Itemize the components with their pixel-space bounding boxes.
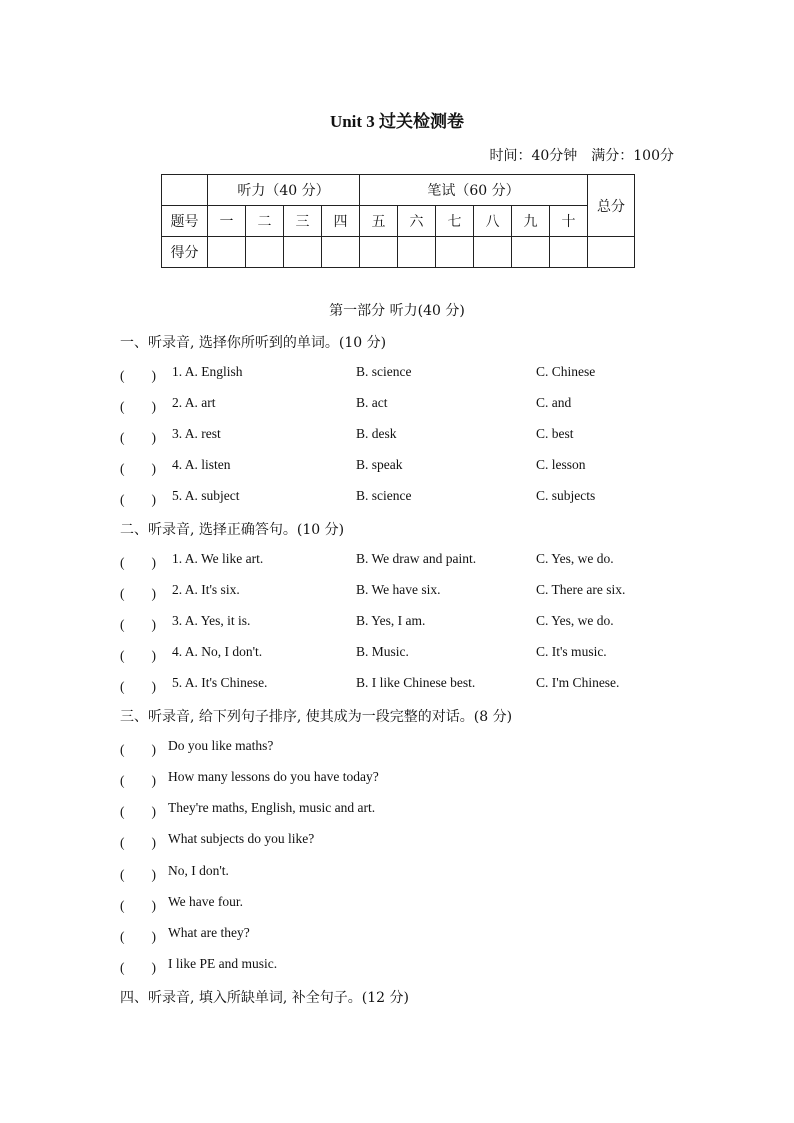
option-b: B. act <box>356 395 388 410</box>
page-title: Unit 3 过关检测卷 <box>329 112 465 131</box>
option-a: 2. A. It's six. <box>172 582 240 597</box>
listening-header: 听力（40 分） <box>208 175 360 206</box>
num-cell: 八 <box>474 206 512 237</box>
option-c: C. Yes, we do. <box>536 551 614 566</box>
option-c: C. lesson <box>536 457 586 472</box>
total-score-cell[interactable] <box>588 237 635 268</box>
answer-blank[interactable]: ( ) <box>120 492 156 507</box>
part4-heading: 四、听录音, 填入所缺单词, 补全句子。(12 分) <box>120 990 409 1006</box>
option-a: 4. A. listen <box>172 457 231 472</box>
order-blank[interactable]: ( ) <box>120 867 156 882</box>
score-input-cell[interactable] <box>550 237 588 268</box>
answer-blank[interactable]: ( ) <box>120 617 156 632</box>
score-input-cell[interactable] <box>246 237 284 268</box>
order-blank[interactable]: ( ) <box>120 929 156 944</box>
option-c: C. Chinese <box>536 364 596 379</box>
sentence-row <box>120 831 680 851</box>
sentence-text: We have four. <box>168 894 244 909</box>
score-input-cell[interactable] <box>474 237 512 268</box>
score-table <box>161 174 635 268</box>
sentence-text: How many lessons do you have today? <box>168 769 379 784</box>
order-blank[interactable]: ( ) <box>120 960 156 975</box>
option-c: C. I'm Chinese. <box>536 675 620 690</box>
part3-heading: 三、听录音, 给下列句子排序, 使其成为一段完整的对话。(8 分) <box>120 709 513 725</box>
time-info: 时间：40分钟 满分：100分 <box>489 148 674 164</box>
question-row <box>120 551 680 571</box>
sentence-row <box>120 769 680 789</box>
question-row <box>120 582 680 602</box>
option-a: 3. A. Yes, it is. <box>172 613 251 628</box>
part1-heading: 一、听录音, 选择你所听到的单词。(10 分) <box>120 335 387 351</box>
sentence-text: I like PE and music. <box>168 956 278 971</box>
part2-heading: 二、听录音, 选择正确答句。(10 分) <box>120 522 345 538</box>
option-c: C. There are six. <box>536 582 626 597</box>
sentence-text: Do you like maths? <box>168 738 274 753</box>
num-cell: 七 <box>436 206 474 237</box>
question-row <box>120 457 680 477</box>
option-a: 2. A. art <box>172 395 216 410</box>
option-b: B. speak <box>356 457 403 472</box>
option-a: 4. A. No, I don't. <box>172 644 263 659</box>
option-c: C. subjects <box>536 488 596 503</box>
option-a: 1. A. We like art. <box>172 551 264 566</box>
sentence-row <box>120 863 680 883</box>
score-input-cell[interactable] <box>360 237 398 268</box>
score-input-cell[interactable] <box>436 237 474 268</box>
row-label-score: 得分 <box>162 237 208 268</box>
num-cell: 一 <box>208 206 246 237</box>
answer-blank[interactable]: ( ) <box>120 461 156 476</box>
question-row <box>120 488 680 508</box>
num-cell: 四 <box>322 206 360 237</box>
answer-blank[interactable]: ( ) <box>120 679 156 694</box>
score-input-cell[interactable] <box>398 237 436 268</box>
question-row <box>120 613 680 633</box>
option-c: C. best <box>536 426 574 441</box>
option-b: B. science <box>356 488 412 503</box>
num-cell: 六 <box>398 206 436 237</box>
sentence-row <box>120 925 680 945</box>
sentence-text: No, I don't. <box>168 863 229 878</box>
option-b: B. We draw and paint. <box>356 551 477 566</box>
sentence-text: What are they? <box>168 925 250 940</box>
num-cell: 三 <box>284 206 322 237</box>
answer-blank[interactable]: ( ) <box>120 430 156 445</box>
row-label-num: 题号 <box>162 206 208 237</box>
order-blank[interactable]: ( ) <box>120 898 156 913</box>
score-input-cell[interactable] <box>322 237 360 268</box>
answer-blank[interactable]: ( ) <box>120 399 156 414</box>
option-a: 5. A. subject <box>172 488 240 503</box>
score-input-cell[interactable] <box>512 237 550 268</box>
option-c: C. and <box>536 395 572 410</box>
num-cell: 九 <box>512 206 550 237</box>
option-b: B. science <box>356 364 412 379</box>
option-c: C. Yes, we do. <box>536 613 614 628</box>
question-row <box>120 426 680 446</box>
question-row <box>120 364 680 384</box>
sentence-row <box>120 738 680 758</box>
option-b: B. desk <box>356 426 397 441</box>
order-blank[interactable]: ( ) <box>120 742 156 757</box>
sentence-row <box>120 800 680 820</box>
num-cell: 十 <box>550 206 588 237</box>
option-a: 3. A. rest <box>172 426 221 441</box>
order-blank[interactable]: ( ) <box>120 835 156 850</box>
option-b: B. Yes, I am. <box>356 613 426 628</box>
sentence-text: What subjects do you like? <box>168 831 315 846</box>
question-row <box>120 675 680 695</box>
num-cell: 五 <box>360 206 398 237</box>
option-a: 5. A. It's Chinese. <box>172 675 268 690</box>
score-table-corner <box>162 175 208 206</box>
option-c: C. It's music. <box>536 644 607 659</box>
score-input-cell[interactable] <box>284 237 322 268</box>
option-b: B. We have six. <box>356 582 441 597</box>
section-title: 第一部分 听力(40 分) <box>329 303 465 319</box>
written-header: 笔试（60 分） <box>360 175 588 206</box>
answer-blank[interactable]: ( ) <box>120 648 156 663</box>
score-input-cell[interactable] <box>208 237 246 268</box>
question-row <box>120 644 680 664</box>
answer-blank[interactable]: ( ) <box>120 555 156 570</box>
option-b: B. I like Chinese best. <box>356 675 476 690</box>
answer-blank[interactable]: ( ) <box>120 368 156 383</box>
question-row <box>120 395 680 415</box>
option-a: 1. A. English <box>172 364 243 379</box>
sentence-row <box>120 956 680 976</box>
sentence-text: They're maths, English, music and art. <box>168 800 376 815</box>
total-header: 总分 <box>588 175 635 237</box>
order-blank[interactable]: ( ) <box>120 804 156 819</box>
order-blank[interactable]: ( ) <box>120 773 156 788</box>
answer-blank[interactable]: ( ) <box>120 586 156 601</box>
num-cell: 二 <box>246 206 284 237</box>
sentence-row <box>120 894 680 914</box>
option-b: B. Music. <box>356 644 409 659</box>
